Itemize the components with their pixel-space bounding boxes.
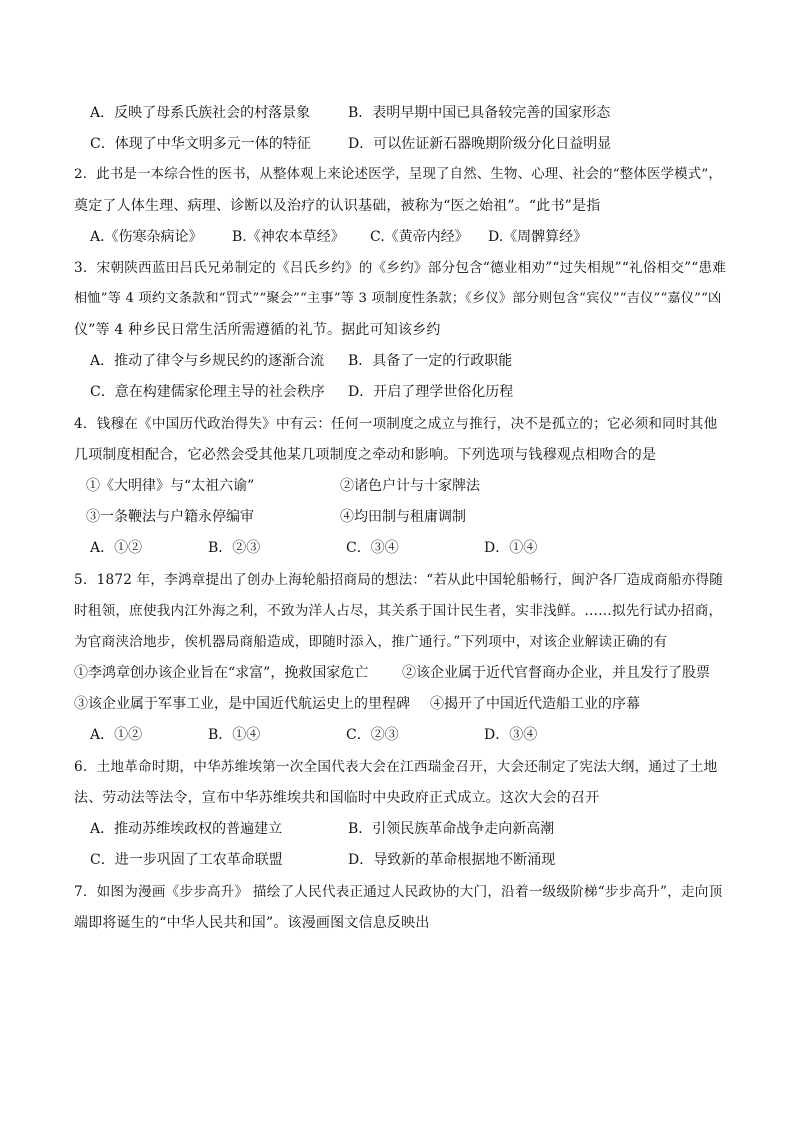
q5-option-b[interactable]: B．①④ (208, 727, 261, 743)
q5-option-d[interactable]: D．③④ (484, 727, 538, 743)
q6-option-a[interactable]: A．推动苏维埃政权的普遍建立 (90, 821, 283, 837)
q3-option-d[interactable]: D．开启了理学世俗化历程 (348, 384, 514, 400)
q5-option-a[interactable]: A．①② (90, 727, 143, 743)
q1-option-b[interactable]: B．表明早期中国已具备较完善的国家形态 (348, 105, 611, 121)
q6-option-b[interactable]: B．引领民族革命战争走向新高潮 (348, 821, 555, 837)
q4-option-d[interactable]: D．①④ (484, 540, 538, 556)
q4-item-1: ①《大明律》与“太祖六谕” (86, 478, 255, 494)
q2-option-a[interactable]: A.《伤寒杂病论》 (90, 229, 203, 245)
q5-item-3: ③该企业属于军事工业，是中国近代航运史上的里程碑 (74, 696, 410, 712)
q5-item-2: ②该企业属于近代官督商办企业，并且发行了股票 (402, 665, 710, 681)
q6-stem-line-1: 6．土地革命时期，中华苏维埃第一次全国代表大会在江西瑞金召开，大会还制定了宪法大纲，通过了土地 (74, 759, 718, 775)
q3-option-c[interactable]: C．意在构建儒家伦理主导的社会秩序 (90, 384, 325, 400)
q4-option-b[interactable]: B．②③ (208, 540, 261, 556)
q4-item-3: ③一条鞭法与户籍永停编审 (86, 509, 254, 525)
q2-option-d[interactable]: D.《周髀算经》 (488, 229, 588, 245)
q3-stem-line-1: 3．宋朝陕西蓝田吕氏兄弟制定的《吕氏乡约》的《乡约》部分包含“德业相劝”“过失相规”“礼俗相交”“患难 (74, 260, 727, 276)
q3-stem-line-3: 仪”等 4 种乡民日常生活所需遵循的礼节。据此可知该乡约 (74, 322, 441, 338)
q3-option-a[interactable]: A．推动了律令与乡规民约的逐渐合流 (90, 353, 325, 369)
q5-stem-line-1: 5．1872 年，李鸿章提出了创办上海轮船招商局的想法：“若从此中国轮船畅行，闽沪各厂造成商船亦得随 (74, 572, 724, 588)
q3-option-b[interactable]: B．具备了一定的行政职能 (348, 353, 513, 369)
q6-stem-line-2: 法、劳动法等法令，宣布中华苏维埃共和国临时中央政府正式成立。这次大会的召开 (74, 790, 600, 806)
q2-option-c[interactable]: C.《黄帝内经》 (370, 229, 469, 245)
q6-option-d[interactable]: D．导致新的革命根据地不断涌现 (348, 852, 556, 868)
q4-option-a[interactable]: A．①② (90, 540, 143, 556)
q4-item-4: ④均田制与租庸调制 (340, 509, 466, 525)
q2-stem-line-1: 2．此书是一本综合性的医书，从整体观上来论述医学，呈现了自然、生物、心理、社会的“整体医学模式”， (74, 167, 722, 182)
q4-option-c[interactable]: C．③④ (346, 540, 399, 556)
q1-option-c[interactable]: C．体现了中华文明多元一体的特征 (90, 136, 311, 152)
q5-stem-line-2: 时租领，庶使我内江外海之利，不致为洋人占尽，其关系于国计民生者，实非浅鲜。……拟先行试办招商， (74, 603, 723, 619)
q5-item-4: ④揭开了中国近代造船工业的序幕 (430, 696, 640, 712)
q2-option-b[interactable]: B.《神农本草经》 (232, 229, 345, 245)
q7-stem-line-2: 端即将诞生的“中华人民共和国”。该漫画图文信息反映出 (74, 915, 430, 931)
q1-option-d[interactable]: D．可以佐证新石器晚期阶级分化日益明显 (348, 136, 612, 152)
q3-stem-line-2: 相恤”等 4 项约文条款和“罚式”“聚会”“主事”等 3 项制度性条款；《乡仪》部分则包含“宾仪”“吉仪”“嘉仪”“凶 (74, 291, 722, 306)
q5-item-1: ①李鸿章创办该企业旨在“求富”，挽救国家危亡 (74, 665, 369, 681)
q5-option-c[interactable]: C．②③ (346, 727, 399, 743)
q4-stem-line-1: 4．钱穆在《中国历代政治得失》中有云：任何一项制度之成立与推行，决不是孤立的；它必须和同时其他 (74, 416, 718, 432)
q1-option-a[interactable]: A．反映了母系氏族社会的村落景象 (90, 105, 311, 121)
q7-stem-line-1: 7．如图为漫画《步步高升》 描绘了人民代表正通过人民政协的大门，沿着一级级阶梯“步步高升”，走向顶 (74, 884, 723, 900)
q4-item-2: ②诸色户计与十家牌法 (340, 478, 480, 494)
q5-stem-line-3: 为官商浃洽地步，俟机器局商船造成，即随时添入，推广通行。”下列项中，对该企业解读正确的有 (74, 634, 668, 650)
q4-stem-line-2: 几项制度相配合，它必然会受其他某几项制度之牵动和影响。下列选项与钱穆观点相吻合的是 (74, 447, 657, 463)
q6-option-c[interactable]: C．进一步巩固了工农革命联盟 (90, 852, 283, 868)
q2-stem-line-2: 奠定了人体生理、病理、诊断以及治疗的认识基础，被称为“医之始祖”。“此书”是指 (74, 198, 601, 214)
